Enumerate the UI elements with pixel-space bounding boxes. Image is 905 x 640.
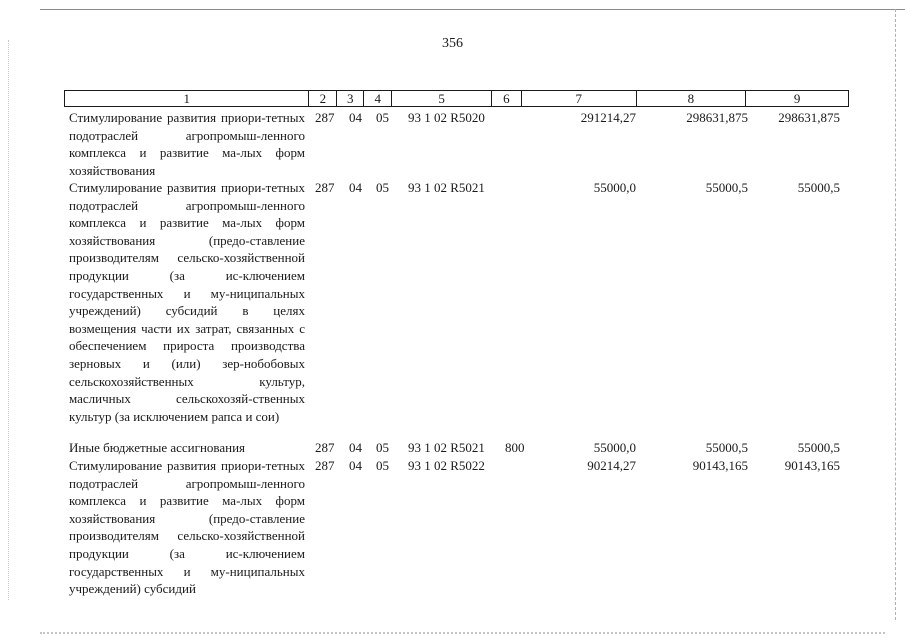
scan-right-border [895,9,896,620]
row-amount-col-8: 90143,165 [692,458,748,473]
row-amount-col-7: 291214,27 [580,110,636,125]
row-description: Стимулирование развития приори-тетных подотраслей агропромыш-ленного комплекса и развитие ма-лых форм хозяйствования [69,110,305,178]
row-description: Иные бюджетные ассигнования [69,440,246,455]
row-subsection-code: 05 [376,180,389,195]
row-amount-col-8: 298631,875 [686,110,748,125]
header-col-4: 4 [364,91,392,106]
row-subsection-code: 05 [376,458,389,473]
row-section-code: 04 [349,440,362,455]
row-amount-col-9: 55000,5 [797,180,840,195]
scan-bottom-noise [40,632,885,634]
row-amount-col-9: 55000,5 [797,440,840,455]
row-amount-col-7: 55000,0 [593,440,636,455]
row-admin-code: 287 [315,180,335,195]
row-amount-col-8: 55000,5 [705,440,748,455]
page-number: 356 [442,36,463,51]
row-target-article-code: 93 1 02 R5021 [408,440,485,455]
row-expense-type-code: 800 [505,440,525,455]
row-target-article-code: 93 1 02 R5020 [408,110,485,125]
row-target-article-code: 93 1 02 R5022 [408,458,485,473]
row-admin-code: 287 [315,110,335,125]
header-col-7: 7 [522,91,637,106]
column-number-header [64,90,849,107]
row-amount-col-9: 90143,165 [784,458,840,473]
row-amount-col-8: 55000,5 [705,180,748,195]
header-col-1: 1 [65,91,309,106]
header-col-2: 2 [309,91,337,106]
row-admin-code: 287 [315,440,335,455]
row-target-article-code: 93 1 02 R5021 [408,180,485,195]
header-col-8: 8 [637,91,747,106]
row-description: Стимулирование развития приори-тетных подотраслей агропромыш-ленного комплекса и развитие ма-лых форм хозяйствования (предо-ставление производителям сельско-хозяйственной продукции (за ис-ключением государственных и му-ниципальных учреждений) субсидий в целях возмещения части их затрат, связанных с обеспечением прироста производства зерновых и (или) зер-нобобовых сельскохозяйственных культур, масличных сельскохозяй-ственных культур (за исключением рапса и сои) [69,180,305,424]
header-col-3: 3 [337,91,364,106]
header-col-5: 5 [392,91,492,106]
scan-top-border [40,9,905,10]
row-admin-code: 287 [315,458,335,473]
row-section-code: 04 [349,180,362,195]
row-amount-col-7: 55000,0 [593,180,636,195]
row-amount-col-9: 298631,875 [778,110,840,125]
row-section-code: 04 [349,110,362,125]
row-description: Стимулирование развития приори-тетных подотраслей агропромыш-ленного комплекса и развитие ма-лых форм хозяйствования (предо-ставление производителям сельско-хозяйственной продукции (за ис-ключением государственных и му-ниципальных учреждений) субсидий [69,458,305,597]
header-col-6: 6 [492,91,522,106]
row-amount-col-7: 90214,27 [587,458,636,473]
header-col-9: 9 [793,91,801,106]
row-subsection-code: 05 [376,110,389,125]
row-subsection-code: 05 [376,440,389,455]
row-section-code: 04 [349,458,362,473]
scan-left-margin-marks [8,40,9,600]
